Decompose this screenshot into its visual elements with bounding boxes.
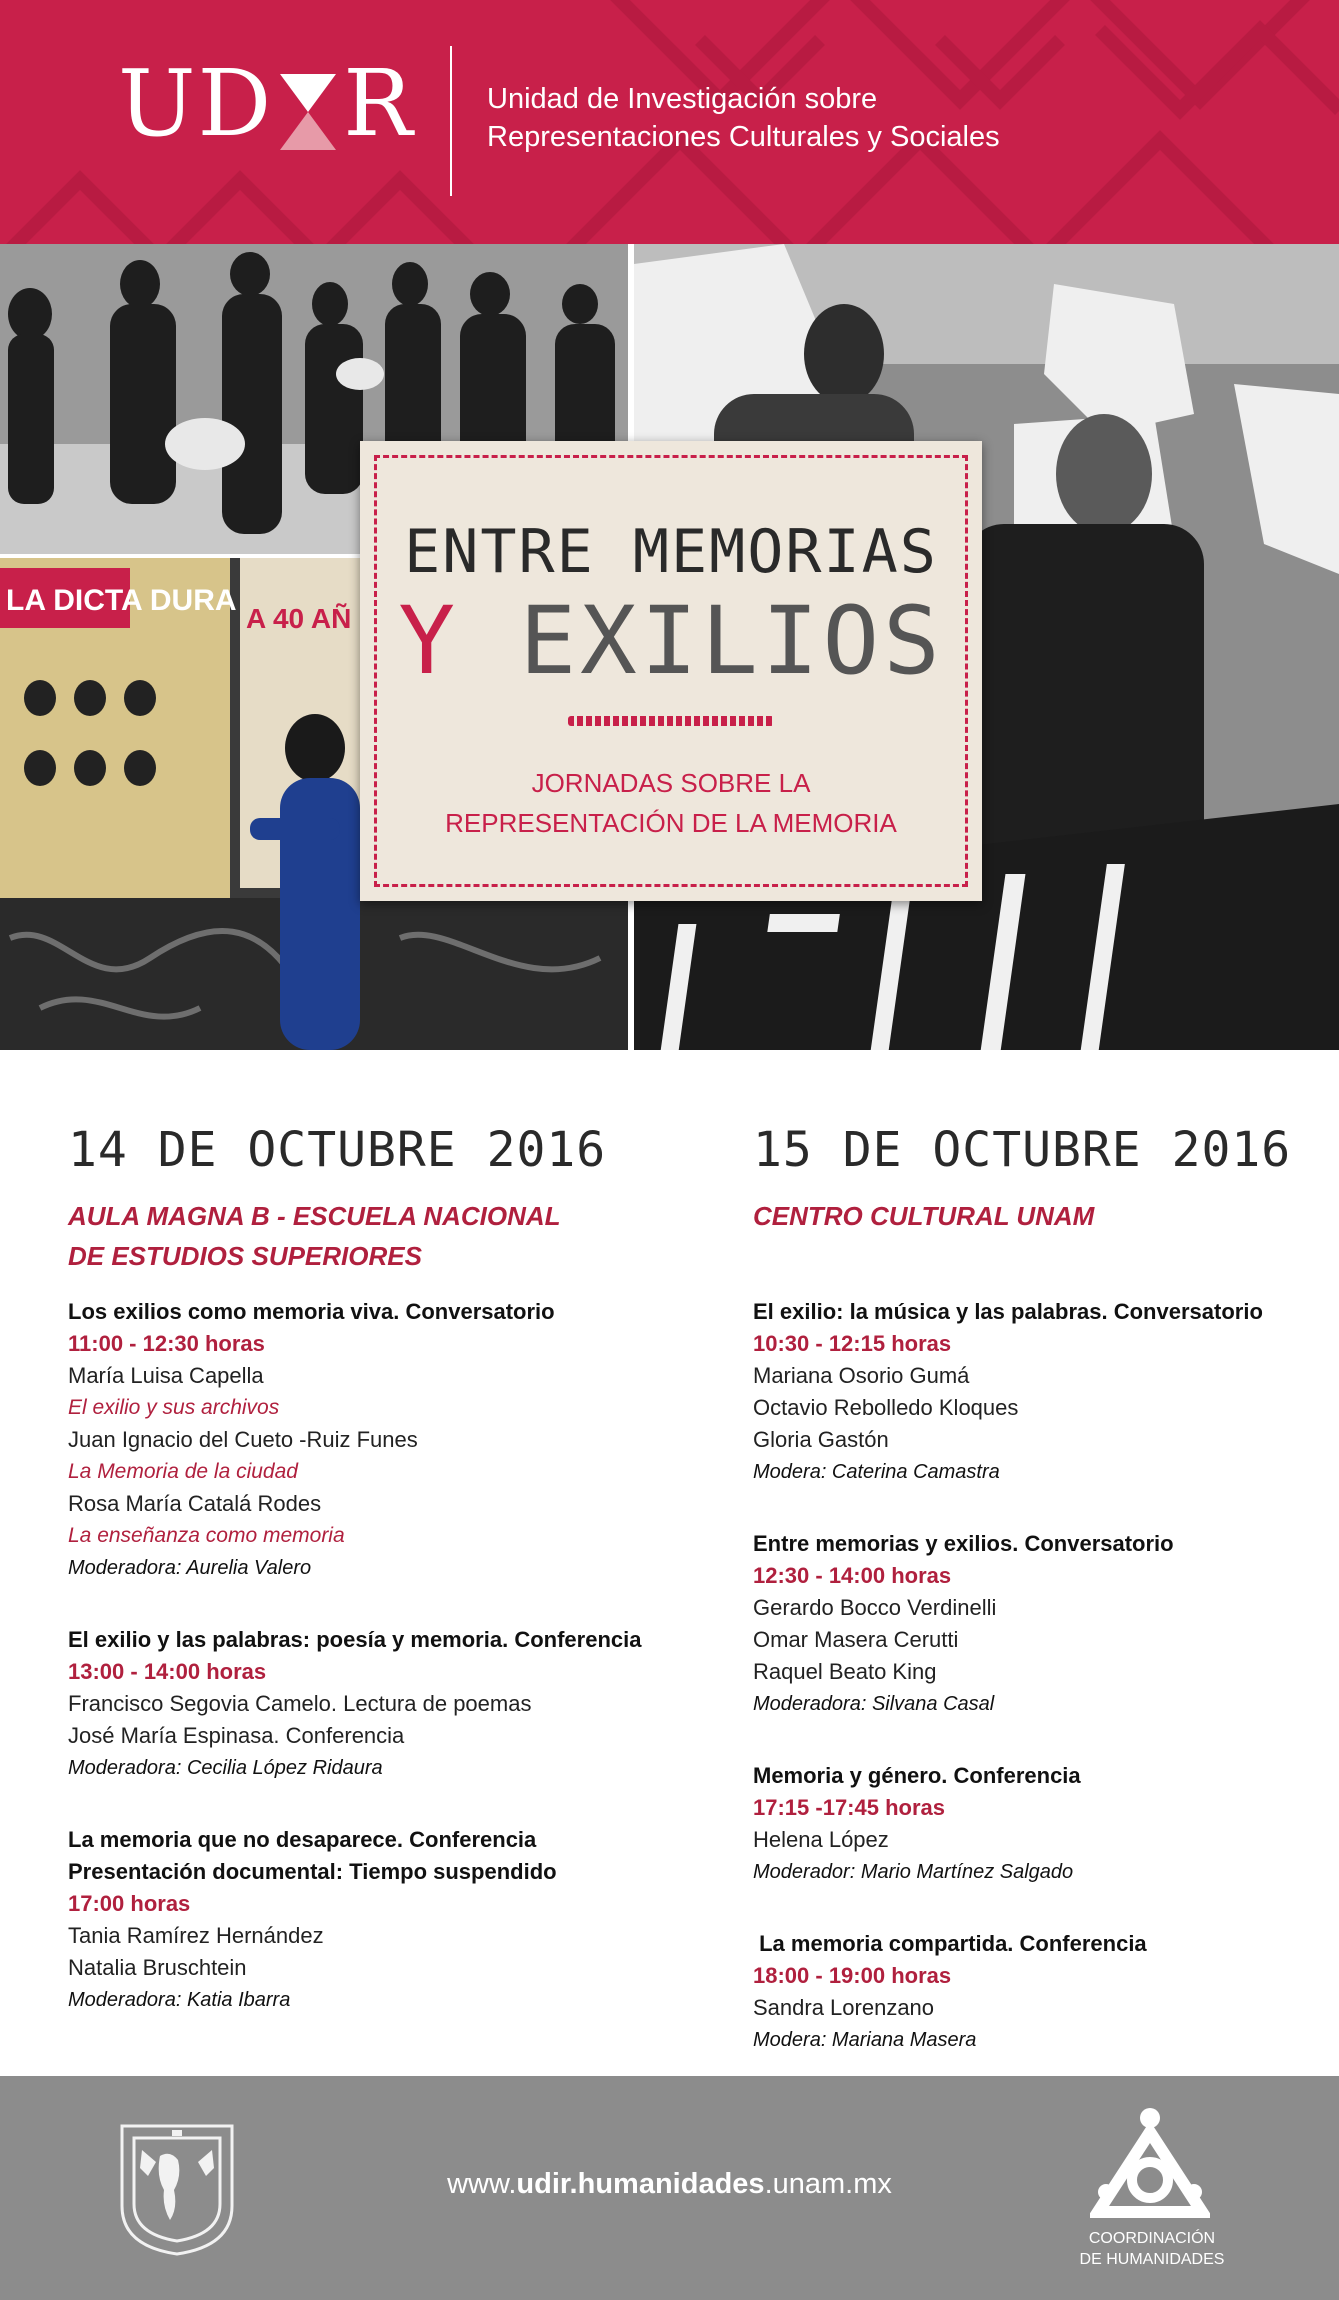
session-time: 13:00 - 14:00 horas xyxy=(68,1659,267,1684)
talk-topic: La enseñanza como memoria xyxy=(68,1524,345,1547)
speaker-name: Raquel Beato King xyxy=(753,1659,937,1684)
event-title-line2 xyxy=(360,587,982,696)
day1-venue-line1: AULA MAGNA B - ESCUELA NACIONAL xyxy=(68,1201,561,1231)
day2-venue-line1: CENTRO CULTURAL UNAM xyxy=(753,1201,1095,1231)
day1-date: 14 DE OCTUBRE 2016 xyxy=(68,1122,607,1178)
session-moderator: Moderadora: Aurelia Valero xyxy=(68,1557,312,1579)
session-time: 17:00 horas xyxy=(68,1891,191,1916)
coord-line2: DE HUMANIDADES xyxy=(1079,2251,1225,2268)
day1-venue-line2: DE ESTUDIOS SUPERIORES xyxy=(68,1241,422,1271)
session-title: La memoria que no desaparece. Conferencia xyxy=(68,1827,537,1852)
session-moderator: Moderadora: Cecilia López Ridaura xyxy=(68,1757,383,1779)
session-time: 17:15 -17:45 horas xyxy=(753,1795,945,1820)
logo-text-ud: UD xyxy=(118,50,274,157)
speaker-name: Gloria Gastón xyxy=(753,1427,889,1452)
program-day2 xyxy=(753,1122,1339,2056)
stitch-decoration xyxy=(568,716,774,726)
session-title-secondary: Presentación documental: Tiempo suspendido xyxy=(68,1859,557,1884)
session-title: El exilio: la música y las palabras. Conversatorio xyxy=(753,1299,1263,1324)
session-moderator: Modera: Caterina Camastra xyxy=(753,1461,1000,1483)
coordinacion-label xyxy=(1052,2228,1252,2270)
event-subtitle-line2: REPRESENTACIÓN DE LA MEMORIA xyxy=(445,808,897,838)
url-prefix: www. xyxy=(447,2168,517,2200)
session-moderator: Moderadora: Katia Ibarra xyxy=(68,1989,291,2011)
unit-name xyxy=(487,80,1000,156)
logo-text-r: R xyxy=(343,50,415,157)
session-item xyxy=(753,1528,1339,1720)
speaker-name: Francisco Segovia Camelo. Lectura de poemas xyxy=(68,1691,532,1716)
day1-venue xyxy=(68,1196,668,1276)
udir-logo xyxy=(118,50,415,157)
header-divider xyxy=(450,46,452,196)
event-title-card xyxy=(360,441,982,901)
speaker-name: Mariana Osorio Gumá xyxy=(753,1363,970,1388)
hourglass-icon xyxy=(277,74,339,150)
session-moderator: Moderadora: Silvana Casal xyxy=(753,1693,995,1715)
footer xyxy=(0,2076,1339,2300)
session-time: 12:30 - 14:00 horas xyxy=(753,1563,952,1588)
speaker-name: María Luisa Capella xyxy=(68,1363,264,1388)
event-title-exilios: EXILIOS xyxy=(519,587,944,696)
unit-name-line1: Unidad de Investigación sobre xyxy=(487,83,878,115)
day2-venue xyxy=(753,1196,1339,1276)
session-time: 10:30 - 12:15 horas xyxy=(753,1331,952,1356)
event-title-y: Y xyxy=(398,587,459,696)
url-suffix: .unam.mx xyxy=(764,2168,892,2200)
speaker-name: Juan Ignacio del Cueto -Ruiz Funes xyxy=(68,1427,418,1452)
coord-line1: COORDINACIÓN xyxy=(1088,2230,1216,2247)
event-subtitle xyxy=(360,763,982,843)
speaker-name: Sandra Lorenzano xyxy=(753,1995,935,2020)
session-item xyxy=(753,1760,1339,1888)
speaker-name: Rosa María Catalá Rodes xyxy=(68,1491,322,1516)
session-title: Entre memorias y exilios. Conversatorio xyxy=(753,1531,1174,1556)
speaker-name: Natalia Bruschtein xyxy=(68,1955,247,1980)
program-day1 xyxy=(68,1122,668,2016)
event-title-line1: ENTRE MEMORIAS xyxy=(404,517,938,587)
poster-text-dictadura: LA DICTA DURA xyxy=(6,584,237,617)
session-moderator: Moderador: Mario Martínez Salgado xyxy=(753,1861,1074,1883)
unit-name-line2: Representaciones Culturales y Sociales xyxy=(487,121,1000,153)
url-domain: udir.humanidades xyxy=(516,2168,765,2200)
session-item xyxy=(753,1928,1339,2056)
session-time: 11:00 - 12:30 horas xyxy=(68,1331,265,1356)
session-moderator: Modera: Mariana Masera xyxy=(753,2029,977,2051)
speaker-name: Octavio Rebolledo Kloques xyxy=(753,1395,1019,1420)
session-item xyxy=(68,1824,668,2016)
venue-spacer xyxy=(753,1236,1339,1276)
poster-text-40: A 40 AÑ xyxy=(246,603,352,634)
day2-date: 15 DE OCTUBRE 2016 xyxy=(753,1122,1292,1178)
speaker-name: Omar Masera Cerutti xyxy=(753,1627,959,1652)
session-title: El exilio y las palabras: poesía y memoria. Conferencia xyxy=(68,1627,642,1652)
header-banner xyxy=(0,0,1339,244)
session-title: La memoria compartida. Conferencia xyxy=(753,1931,1147,1956)
talk-topic: El exilio y sus archivos xyxy=(68,1396,280,1419)
session-item xyxy=(68,1624,668,1784)
event-subtitle-line1: JORNADAS SOBRE LA xyxy=(531,768,811,798)
hero-collage xyxy=(0,244,1339,1050)
speaker-name: José María Espinasa. Conferencia xyxy=(68,1723,405,1748)
session-title: Los exilios como memoria viva. Conversatorio xyxy=(68,1299,555,1324)
coordinacion-humanidades-logo-icon xyxy=(1090,2106,1210,2224)
session-item xyxy=(68,1296,668,1584)
speaker-name: Gerardo Bocco Verdinelli xyxy=(753,1595,997,1620)
speaker-name: Helena López xyxy=(753,1827,889,1852)
speaker-name: Tania Ramírez Hernández xyxy=(68,1923,324,1948)
session-time: 18:00 - 19:00 horas xyxy=(753,1963,952,1988)
session-title: Memoria y género. Conferencia xyxy=(753,1763,1081,1788)
session-item xyxy=(753,1296,1339,1488)
talk-topic: La Memoria de la ciudad xyxy=(68,1460,298,1483)
